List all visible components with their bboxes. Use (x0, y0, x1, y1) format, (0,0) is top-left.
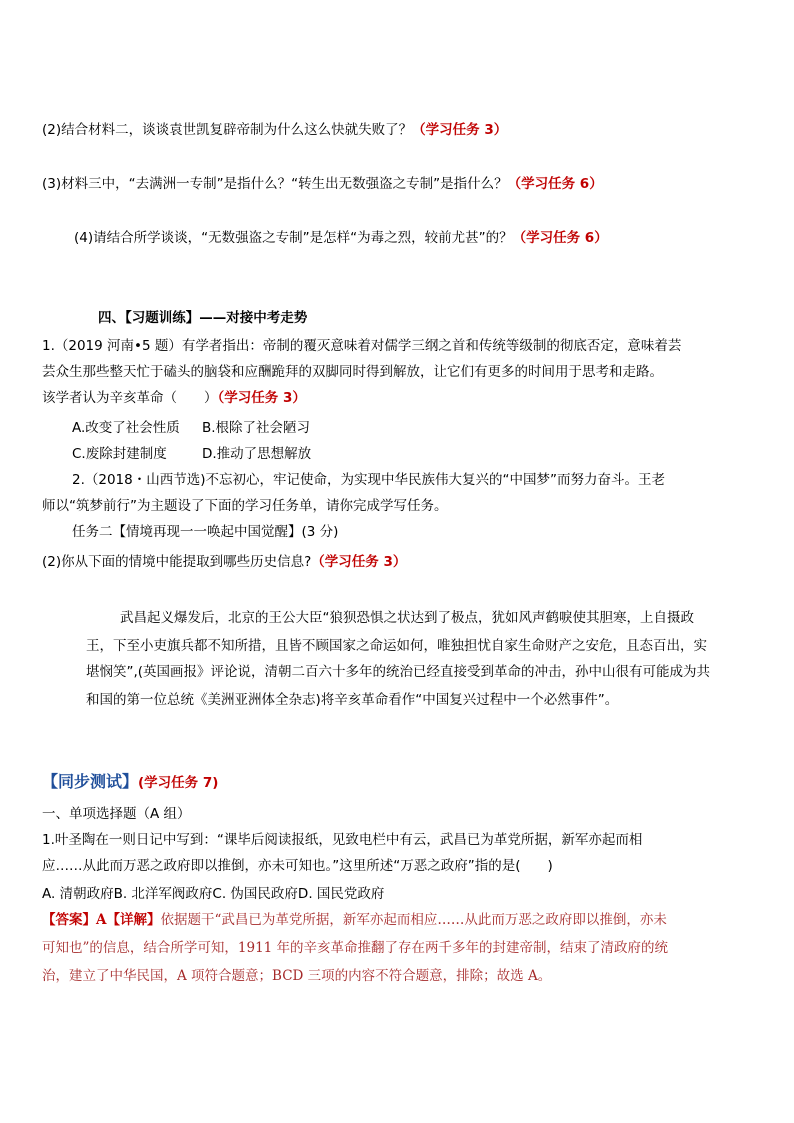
sync-test-heading (42, 772, 218, 793)
question-2 (42, 120, 507, 140)
answer-text: 依据题干“武昌已为革党所据，新军亦起而相应……从此而万恶之政府即以推倒，亦未 (160, 912, 667, 928)
question-text: (4)请结合所学谈谈，“无数强盗之专制”是怎样“为毒之烈，较前尤甚”的？ (74, 230, 513, 246)
passage-line: 武昌起义爆发后，北京的王公大臣“狼狈恐惧之状达到了极点，犹如风声鹤唳使其胆寒，上自摄政 (120, 610, 694, 626)
sync-q1-line: 1.叶圣陶在一则日记中写到：“课毕后阅读报纸，见致电栏中有云，武昌已为革党所据，新军亦起而相 (42, 832, 643, 848)
sync-test-title: 【同步测试】 (42, 772, 139, 791)
passage-line: 和国的第一位总统《美洲亚洲体全杂志)将辛亥革命看作“中国复兴过程中一个必然事件”。 (86, 692, 619, 708)
sync-test-subheading: 一、单项选择题（A 组） (42, 806, 191, 822)
passage-line: 堪悯笑”,(英国画报》评论说，清朝二百六十多年的统治已经直接受到革命的冲击，孙中山很有可能成为共 (86, 664, 711, 680)
option-d: D.推动了思想解放 (202, 446, 312, 462)
section-heading: 四、【习题训练】——对接中考走势 (98, 310, 308, 326)
sync-q1-line: 应……从此而万恶之政府即以推倒，亦未可知也。”这里所述“万恶之政府”指的是( ) (42, 858, 553, 874)
q2-line: 2.（2018・山西节选)不忘初心，牢记使命，为实现中华民族伟大复兴的“中国梦”而努力奋斗。王老 (72, 472, 665, 488)
question-3 (42, 174, 603, 194)
task-tag: （学习任务 3） (311, 554, 407, 570)
answer-line (42, 910, 667, 930)
option-c: C.废除封建制度 (72, 446, 167, 462)
answer-line: 可知也”的信息，结合所学可知，1911 年的辛亥革命推翻了存在两千多年的封建帝制，结束了清政府的统 (42, 940, 669, 956)
q1-stem: 该学者认为辛亥革命（ ）（学习任务 3） (42, 390, 306, 406)
question-text: (3)材料三中，“去满洲一专制”是指什么？“转生出无数强盗之专制”是指什么？ (42, 176, 508, 192)
answer-label: 【答案】A【详解】 (42, 912, 161, 928)
task-tag: （学习任务 6） (512, 230, 608, 246)
q1-line: 芸众生那些整天忙于磕头的脑袋和应酬跪拜的双脚同时得到解放，让它们有更多的时间用于思考和走路。 (42, 364, 663, 380)
option-b: B.根除了社会陋习 (202, 420, 311, 436)
q2-line: 师以“筑梦前行”为主题设了下面的学习任务单，请你完成学写任务。 (42, 498, 448, 514)
task-tag: （学习任务 3） (217, 390, 306, 406)
answer-line: 治，建立了中华民国，A 项符合题意；BCD 三项的内容不符合题意，排除；故选 A。 (42, 968, 552, 984)
task-tag: （学习任务 3） (412, 122, 508, 138)
q2-sub-question: (2)你从下面的情境中能提取到哪些历史信息?（学习任务 3） (42, 554, 407, 570)
q1-line: 1.（2019 河南•5 题）有学者指出：帝制的覆灭意味着对儒学三纲之首和传统等级制的彻底否定，意味着芸 (42, 338, 682, 354)
q2-task-line: 任务二【情境再现一一唤起中国觉醒】(3 分) (72, 524, 339, 540)
sync-q1-options: A. 清朝政府B. 北洋军阀政府C. 伪国民政府D. 国民党政府 (42, 886, 385, 902)
question-text: (2)结合材料二，谈谈袁世凯复辟帝制为什么这么快就失败了？ (42, 122, 413, 138)
question-4 (74, 228, 608, 248)
passage-line: 王，下至小吏旗兵都不知所措，且皆不顾国家之命运如何，唯独担忧自家生命财产之安危，且态百出，实 (86, 638, 707, 654)
task-tag: (学习任务 7) (138, 775, 219, 791)
q1-options-row (72, 444, 311, 464)
task-tag: （学习任务 6） (507, 176, 603, 192)
option-a: A.改变了社会性质 (72, 420, 180, 436)
q1-options-row (72, 418, 310, 438)
